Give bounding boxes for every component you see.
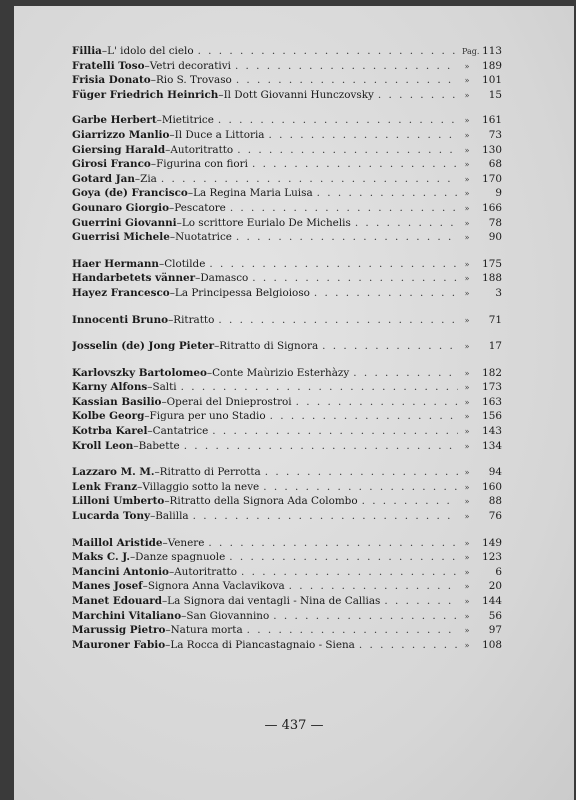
page-marker: » [464, 130, 470, 140]
leader-dots [322, 339, 458, 354]
index-entry [72, 395, 502, 410]
separator: – [168, 565, 175, 578]
artwork-title: Ritratto di Perrotta [159, 466, 261, 479]
leader-dots [252, 271, 458, 286]
page-reference: 88 [488, 495, 502, 508]
leader-dots [384, 594, 458, 609]
index-entry [72, 143, 502, 158]
artist-name: Lazzaro M. M. [72, 466, 155, 479]
separator: – [133, 439, 139, 452]
artwork-title: San Giovannino [186, 609, 270, 622]
artist-name: Josselin (de) Jong Pieter [72, 340, 215, 353]
index-entry [72, 409, 502, 424]
page-reference: 6 [495, 565, 502, 578]
index-entry [72, 339, 502, 354]
page-reference: 173 [482, 381, 502, 394]
index-entry [72, 609, 502, 624]
artist-name: Gotard Jan [72, 172, 135, 185]
page-marker: » [464, 203, 470, 213]
page-marker: » [464, 145, 470, 155]
artist-name: Mancini Antonio [72, 565, 169, 578]
artwork-title: Operai del Dnieprostroi [166, 395, 292, 408]
artist-name: Karny Alfons [72, 381, 148, 394]
index-entry [72, 286, 502, 301]
artist-name: Lilloni Umberto [72, 495, 165, 508]
artist-name: Mauroner Fabio [72, 638, 166, 651]
artwork-title: Nuotatrice [175, 231, 232, 244]
page-reference: 90 [488, 231, 502, 244]
page-marker: » [464, 259, 470, 269]
page-reference: 73 [488, 128, 502, 141]
page-reference: 130 [482, 143, 502, 156]
page-marker: » [464, 441, 470, 451]
leader-dots [289, 579, 458, 594]
artwork-title: La Signora dai ventagli - Nina de Callias [167, 595, 381, 607]
page-reference: 143 [482, 425, 502, 438]
artist-name: Garbe Herbert [72, 114, 157, 127]
artwork-title: Mietitrice [161, 114, 214, 127]
leader-dots [181, 380, 458, 395]
page-marker: » [464, 274, 470, 284]
index-entry [72, 186, 502, 201]
separator: – [195, 272, 201, 285]
separator: – [134, 172, 141, 185]
artist-name: Maillol Aristide [72, 536, 163, 549]
artist-name: Giersing Harald [72, 143, 166, 156]
separator: – [164, 495, 170, 508]
page-marker: » [464, 116, 470, 126]
index-entry [72, 230, 502, 245]
artist-name: Gounaro Giorgio [72, 201, 170, 214]
leader-dots [353, 366, 458, 381]
separator: – [187, 187, 194, 200]
page-reference: 123 [482, 551, 502, 564]
artwork-title: Figura per uno Stadio [149, 410, 266, 423]
artist-name: Manes Josef [72, 580, 143, 593]
separator: – [156, 114, 162, 127]
page-marker: » [464, 383, 470, 393]
page-marker: » [464, 538, 470, 548]
artist-name: Lenk Franz [72, 480, 138, 493]
artwork-title: Danze spagnuole [135, 551, 226, 564]
separator: – [165, 143, 171, 156]
page-marker: » [464, 368, 470, 378]
index-entry [72, 113, 502, 128]
artist-name: Guerrisi Michele [72, 231, 170, 244]
index-entry [72, 59, 502, 74]
artist-name: Maks C. J. [72, 551, 130, 564]
page-marker: » [464, 567, 470, 577]
artwork-title: La Principessa Belgioioso [174, 286, 310, 299]
artwork-title: Il Duce a Littoria [174, 128, 265, 141]
index-entry [72, 424, 502, 439]
artwork-title: Balilla [155, 510, 189, 523]
artwork-title: L' idolo del cielo [107, 45, 194, 57]
index-entry [72, 380, 502, 395]
index-entry [72, 623, 502, 638]
page-reference: 78 [488, 216, 502, 229]
artist-name: Innocenti Bruno [72, 313, 169, 326]
index-entry [72, 550, 502, 565]
artwork-title: Villaggio sotto la neve [142, 480, 260, 493]
page-marker: » [464, 315, 470, 325]
separator: – [169, 286, 175, 299]
artwork-title: Autoritratto [174, 565, 238, 578]
page-marker: » [464, 626, 470, 636]
artwork-title: Zia [140, 172, 157, 185]
separator: – [129, 551, 136, 564]
leader-dots [184, 439, 458, 454]
index-entry [72, 494, 502, 509]
page-number: — 437 — [264, 718, 324, 733]
artist-name: Füger Friedrich Heinrich [72, 88, 219, 101]
artist-name: Kolbe Georg [72, 410, 145, 423]
leader-dots [252, 157, 458, 172]
page-reference: 20 [488, 580, 502, 593]
leader-dots [236, 73, 458, 88]
separator: – [147, 381, 153, 394]
leader-dots [212, 424, 458, 439]
page-reference: 68 [488, 158, 502, 171]
page-marker: » [464, 553, 470, 563]
leader-dots [314, 286, 458, 301]
page-reference: 134 [482, 439, 502, 452]
index-entry [72, 565, 502, 580]
page-marker: » [464, 189, 470, 199]
leader-dots [241, 565, 458, 580]
artwork-title: Babette [138, 439, 180, 452]
leader-dots [317, 186, 458, 201]
index-group [72, 113, 502, 244]
artwork-title: Cantatrice [152, 425, 209, 438]
artist-name: Fratelli Toso [72, 59, 145, 72]
artist-name: Kroll Leon [72, 439, 134, 452]
page-reference: 189 [482, 59, 502, 72]
artist-name: Frisia Donato [72, 74, 151, 87]
page-reference: 175 [482, 257, 502, 270]
leader-dots [230, 201, 458, 216]
leader-dots [270, 409, 458, 424]
leader-dots [161, 172, 458, 187]
artwork-title: La Regina Maria Luisa [193, 187, 313, 200]
page-marker: » [464, 427, 470, 437]
artist-name: Girosi Franco [72, 158, 151, 171]
artwork-title: Ritratto di Signora [219, 340, 319, 353]
page-reference: 9 [495, 187, 502, 200]
leader-dots [265, 465, 458, 480]
index-group [72, 465, 502, 523]
separator: – [150, 510, 156, 523]
leader-dots [236, 230, 458, 245]
page-reference: 113 [482, 45, 502, 57]
index-entry [72, 201, 502, 216]
leader-dots [355, 216, 458, 231]
leader-dots [296, 395, 458, 410]
page-marker: » [464, 160, 470, 170]
page-reference: 166 [482, 201, 502, 214]
index-entry [72, 536, 502, 551]
page-marker: » [464, 218, 470, 228]
leader-dots [359, 638, 458, 653]
separator: – [162, 536, 168, 549]
leader-dots [218, 113, 458, 128]
page-reference: 94 [488, 466, 502, 479]
index-entry [72, 366, 502, 381]
page-reference: 108 [482, 638, 502, 651]
artist-name: Kotrba Karel [72, 425, 148, 438]
page-marker: Pag. [462, 47, 480, 56]
page-reference: 160 [482, 480, 502, 493]
page-reference: 188 [482, 272, 502, 285]
page-marker: » [464, 482, 470, 492]
separator: – [169, 201, 175, 214]
artwork-title: La Rocca di Piancastagnaio - Siena [170, 638, 355, 651]
separator: – [154, 466, 160, 479]
artist-name: Guerrini Giovanni [72, 216, 177, 229]
page-reference: 101 [482, 74, 502, 87]
leader-dots [247, 623, 458, 638]
index-entry [72, 216, 502, 231]
artist-name: Haer Hermann [72, 257, 159, 270]
separator: – [142, 580, 148, 593]
index-group [72, 366, 502, 454]
page-marker: » [464, 90, 470, 100]
artwork-title: Autoritratto [170, 143, 234, 156]
page-marker: » [464, 233, 470, 243]
leader-dots [209, 257, 458, 272]
artist-name: Marchini Vitaliano [72, 609, 182, 622]
artwork-title: Rio S. Trovaso [155, 74, 232, 87]
page-marker: » [464, 288, 470, 298]
index-entry [72, 88, 502, 103]
page-reference: 97 [488, 624, 502, 637]
leader-dots [263, 480, 458, 495]
separator: – [144, 410, 150, 423]
leader-dots [193, 509, 458, 524]
separator: – [101, 45, 108, 57]
leader-dots [378, 88, 458, 103]
separator: – [137, 480, 143, 493]
index-entry [72, 44, 502, 59]
artist-index [72, 44, 502, 664]
page-reference: 3 [495, 286, 502, 299]
artwork-title: Vetri decorativi [149, 59, 231, 72]
page-marker: » [464, 342, 470, 352]
leader-dots [229, 550, 458, 565]
page-reference: 170 [482, 172, 502, 185]
separator: – [159, 257, 165, 270]
artist-name: Marussig Pietro [72, 624, 166, 637]
page-reference: 17 [488, 340, 502, 353]
index-group [72, 313, 502, 328]
artwork-title: Pescatore [174, 201, 226, 214]
artwork-title: Venere [167, 536, 205, 549]
separator: – [206, 366, 213, 379]
separator: – [168, 313, 174, 326]
page-reference: 182 [482, 366, 502, 379]
page-marker: » [464, 61, 470, 71]
leader-dots [268, 128, 458, 143]
index-entry [72, 157, 502, 172]
separator: – [165, 624, 171, 637]
artist-name: Giarrizzo Manlio [72, 128, 170, 141]
artwork-title: Figurina con fiori [156, 158, 248, 171]
artwork-title: Il Dott Giovanni Hunczovsky [223, 88, 374, 101]
page-marker: » [464, 512, 470, 522]
artwork-title: Signora Anna Vaclavikova [147, 580, 285, 593]
artwork-title: Clotilde [164, 257, 206, 270]
artist-name: Karlovszky Bartolomeo [72, 366, 207, 379]
artwork-title: Salti [152, 381, 177, 394]
index-entry [72, 638, 502, 653]
index-entry [72, 509, 502, 524]
leader-dots [237, 143, 458, 158]
artist-name: Hayez Francesco [72, 286, 170, 299]
index-entry [72, 579, 502, 594]
separator: – [161, 395, 167, 408]
page-reference: 156 [482, 410, 502, 423]
index-entry [72, 73, 502, 88]
index-group [72, 536, 502, 653]
leader-dots [362, 494, 458, 509]
leader-dots [273, 609, 458, 624]
index-entry [72, 271, 502, 286]
artist-name: Lucarda Tony [72, 510, 151, 523]
separator: – [214, 340, 220, 353]
artist-name: Goya (de) Francisco [72, 187, 188, 200]
page-reference: 149 [482, 536, 502, 549]
artwork-title: Conte Maùrizio Esterhàzy [212, 366, 350, 379]
page-marker: » [464, 611, 470, 621]
page-reference: 15 [488, 88, 502, 101]
page-marker: » [464, 412, 470, 422]
index-entry [72, 465, 502, 480]
page-marker: » [464, 468, 470, 478]
page-marker: » [464, 497, 470, 507]
artist-name: Kassian Basilio [72, 395, 162, 408]
leader-dots [218, 313, 458, 328]
index-entry [72, 128, 502, 143]
artwork-title: Ritratto della Signora Ada Colombo [169, 495, 358, 508]
artist-name: Handarbetets vänner [72, 272, 196, 285]
index-group [72, 257, 502, 301]
book-page [14, 6, 574, 800]
separator: – [144, 59, 150, 72]
index-entry [72, 594, 502, 609]
index-group [72, 339, 502, 354]
separator: – [169, 128, 175, 141]
index-entry [72, 439, 502, 454]
page-marker: » [464, 76, 470, 86]
index-entry [72, 480, 502, 495]
leader-dots [208, 536, 458, 551]
page-marker: » [464, 397, 470, 407]
index-entry [72, 257, 502, 272]
artist-name: Fillia [72, 45, 102, 57]
page-reference: 144 [482, 595, 502, 607]
page-marker: » [464, 640, 470, 650]
page-reference: 71 [488, 313, 502, 326]
page-marker: » [464, 582, 470, 592]
page-reference: 163 [482, 395, 502, 408]
index-entry [72, 313, 502, 328]
artist-name: Manet Edouard [72, 595, 162, 607]
separator: – [218, 88, 224, 101]
artwork-title: Lo scrittore Eurialo De Michelis [181, 216, 351, 229]
separator: – [147, 425, 153, 438]
page-reference: 56 [488, 609, 502, 622]
separator: – [161, 595, 168, 607]
separator: – [181, 609, 187, 622]
index-entry [72, 172, 502, 187]
page-marker: » [464, 174, 470, 184]
page-reference: 76 [488, 510, 502, 523]
artwork-title: Natura morta [170, 624, 243, 637]
separator: – [169, 231, 176, 244]
separator: – [150, 74, 156, 87]
leader-dots [235, 59, 458, 74]
page-marker: » [464, 597, 470, 606]
index-group [72, 44, 502, 102]
separator: – [165, 638, 171, 651]
leader-dots [198, 44, 458, 59]
page-reference: 161 [482, 114, 502, 127]
separator: – [176, 216, 182, 229]
separator: – [150, 158, 157, 171]
artwork-title: Ritratto [173, 313, 215, 326]
artwork-title: Damasco [200, 272, 249, 285]
